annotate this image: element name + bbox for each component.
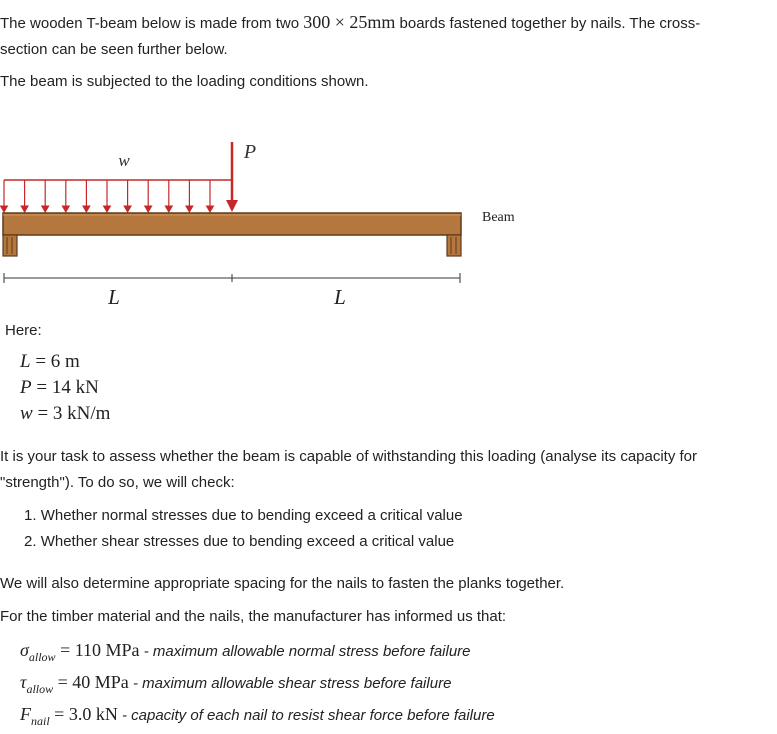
point-load-arrow xyxy=(226,142,238,212)
limit-sigma xyxy=(20,638,495,670)
beam-label: Beam xyxy=(482,210,515,225)
intro-part1: The wooden T-beam below is made from two xyxy=(0,15,304,32)
var-L xyxy=(20,349,110,375)
here-label: Here: xyxy=(5,322,42,339)
board-dimensions: 300 × 25mm xyxy=(303,12,396,32)
list-item xyxy=(24,503,463,529)
limit-symbol: τ xyxy=(20,672,27,692)
l-left-label: L xyxy=(108,285,120,309)
check-text: Whether shear stresses due to bending exceed a critical value xyxy=(40,533,455,550)
left-support xyxy=(3,235,17,256)
load-arrowhead xyxy=(186,206,193,212)
beam-diagram xyxy=(0,130,560,315)
var-w-value: = 3 kN/m xyxy=(32,403,111,424)
manufacturer-paragraph: For the timber material and the nails, the manufacturer has informed us that: xyxy=(0,608,507,625)
var-L-value: = 6 m xyxy=(30,351,80,372)
limit-subscript: nail xyxy=(31,714,50,728)
load-arrowhead xyxy=(62,206,69,212)
task-paragraph xyxy=(0,444,697,496)
right-support xyxy=(447,235,461,256)
limit-description: - maximum allowable normal stress before failure xyxy=(139,643,471,660)
limit-subscript: allow xyxy=(28,650,56,664)
spacing-paragraph: We will also determine appropriate spacing for the nails to fasten the planks together. xyxy=(0,575,565,592)
intro-line2: section can be seen further below. xyxy=(0,41,228,58)
loading-paragraph: The beam is subjected to the loading conditions shown. xyxy=(0,73,369,90)
check-text: Whether normal stresses due to bending exceed a critical value xyxy=(40,507,463,524)
dimension-line xyxy=(4,273,460,283)
load-arrowhead xyxy=(83,206,90,212)
limit-value: = 110 MPa xyxy=(55,640,140,660)
var-P-symbol: P xyxy=(20,377,32,398)
limit-value: = 40 MPa xyxy=(53,672,129,692)
load-arrowhead xyxy=(42,206,49,212)
intro-paragraph xyxy=(0,9,700,63)
variable-list xyxy=(20,349,110,427)
var-w-symbol: w xyxy=(20,403,33,424)
var-P xyxy=(20,375,110,401)
distributed-load xyxy=(1,180,233,212)
p-label: P xyxy=(243,141,257,163)
check-number: 2. xyxy=(24,533,37,550)
task-line2: "strength"). To do so, we will check: xyxy=(0,474,235,491)
limit-tau xyxy=(20,670,495,702)
load-arrowhead xyxy=(21,206,28,212)
limits-list xyxy=(20,638,495,734)
var-P-value: = 14 kN xyxy=(31,377,99,398)
load-arrowhead xyxy=(145,206,152,212)
var-L-symbol: L xyxy=(20,351,31,372)
limit-subscript: allow xyxy=(26,682,54,696)
load-arrowhead xyxy=(124,206,131,212)
var-w xyxy=(20,401,110,427)
task-line1: It is your task to assess whether the beam is capable of withstanding this loading (analyse its capacity for xyxy=(0,448,698,465)
check-number: 1. xyxy=(24,507,37,524)
l-right-label: L xyxy=(334,285,346,309)
load-arrowhead xyxy=(1,206,8,212)
limit-symbol: F xyxy=(20,704,31,724)
beam xyxy=(3,213,461,235)
checks-list xyxy=(24,503,463,555)
list-item xyxy=(24,529,463,555)
limit-description: - capacity of each nail to resist shear force before failure xyxy=(117,707,495,724)
limit-value: = 3.0 kN xyxy=(49,704,118,724)
load-arrowhead xyxy=(207,206,214,212)
limit-symbol: σ xyxy=(20,640,29,660)
load-arrowhead xyxy=(104,206,111,212)
load-arrowhead xyxy=(165,206,172,212)
intro-part2: boards fastened together by nails. The cross- xyxy=(395,15,701,32)
limit-nail xyxy=(20,702,495,734)
w-label: w xyxy=(118,151,130,170)
limit-description: - maximum allowable shear stress before failure xyxy=(128,675,452,692)
